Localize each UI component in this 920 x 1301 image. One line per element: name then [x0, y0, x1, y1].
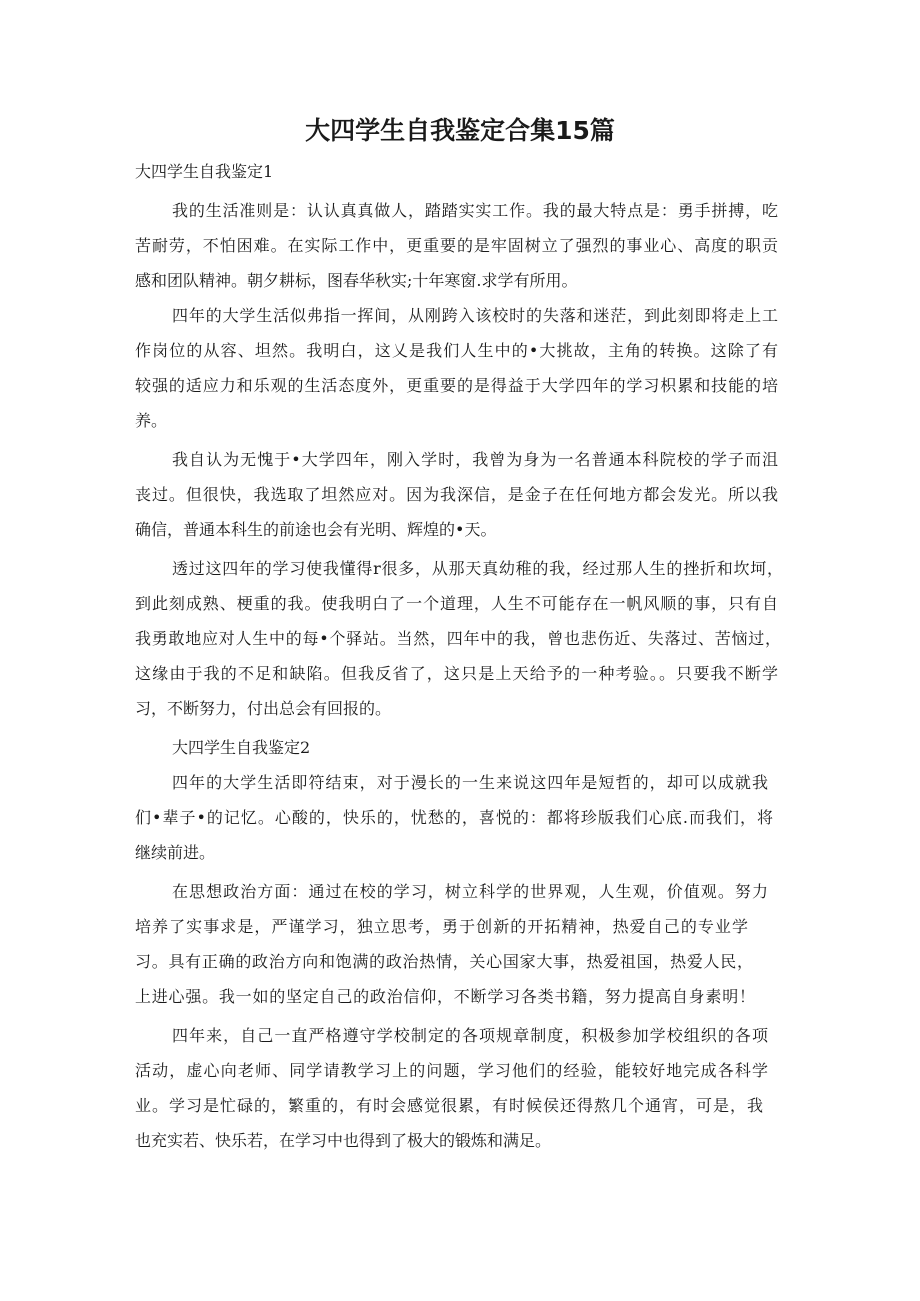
- paragraph-line: 上进心强。我一如的坚定自己的政治信仰，不断学习各类书籍，努力提高自身素明！: [135, 987, 755, 1006]
- paragraph-line: 们•辈子•的记忆。心酸的，快乐的，忧愁的，喜悦的：都将珍版我们心底.而我们，将: [135, 808, 773, 827]
- paragraph-line: 感和团队精神。朝夕耕标，图春华秋实;十年寒窗.求学有所用。: [135, 271, 578, 290]
- paragraph-line: 四年的大学生活似弗指一挥间，从刚跨入该校时的失落和迷茫，到此刻即将走上工: [172, 306, 778, 325]
- paragraph-line: 业。学习是忙碌的，繁重的，有时会感觉很累，有时候侯还得熬几个通宵，可是，我: [135, 1096, 763, 1115]
- paragraph-line: 透过这四年的学习使我懂得r很多，从那天真幼稚的我，经过那人生的挫折和坎坷，: [172, 559, 783, 578]
- paragraph-line: 在思想政治方面：通过在校的学习，树立科学的世界观，人生观，价值观。努力: [172, 882, 768, 901]
- paragraph-line: 这缘由于我的不足和缺陷。但我反省了，这只是上天给予的一种考验。。只要我不断学: [135, 664, 778, 683]
- paragraph-line: 到此刻成熟、梗重的我。使我明白了一个道理，人生不可能存在一帆风顺的事，只有自: [135, 594, 778, 613]
- section-heading: 大四学生自我鉴定1: [135, 162, 274, 181]
- paragraph-line: 习，不断努力，付出总会有回报的。: [135, 699, 392, 718]
- paragraph-line: 也充实若、快乐若，在学习中也得到了极大的锻炼和满足。: [135, 1131, 552, 1150]
- paragraph-line: 我的生活准则是：认认真真做人，踏踏实实工作。我的最大特点是：勇手拼搏，吃: [172, 201, 778, 220]
- paragraph-line: 四年来，自己一直严格遵守学校制定的各项规章制度，积极参加学校组织的各项: [172, 1026, 768, 1045]
- paragraph-line: 较强的适应力和乐观的生活态度外，更重要的是得益于大学四年的学习枳累和技能的培: [135, 376, 778, 395]
- paragraph-line: 习。具有正确的政治方向和饱满的政治热情，关心国家大事，热爱祖国，热爱人民，: [135, 952, 753, 971]
- paragraph-line: 丧过。但很快，我选取了坦然应对。因为我深信，是金子在任何地方都会发光。所以我: [135, 485, 778, 504]
- paragraph-line: 苦耐劳，不怕困难。在实际工作中，更重要的是牢固树立了强烈的事业心、高度的职贡: [135, 236, 778, 255]
- paragraph-line: 活动，虚心向老师、同学请教学习上的问题，学习他们的经验，能较好地完成各科学: [135, 1061, 768, 1080]
- document-title: 大四学生自我鉴定合集15篇: [305, 116, 615, 145]
- paragraph-line: 养。: [135, 411, 168, 430]
- paragraph-line: 继续前进。: [135, 843, 216, 862]
- paragraph-line: 我勇敢地应对人生中的每•个驿站。当然，四年中的我，曾也悲伤近、失落过、苦恼过，: [135, 629, 781, 648]
- paragraph-line: 作岗位的从容、坦然。我明白，这乂是我们人生中的•大挑故，主角的转换。这除了有: [135, 341, 778, 360]
- paragraph-line: 我自认为无愧于•大学四年，刚入学时，我曾为身为一名普通本科院校的学子而沮: [172, 450, 778, 469]
- section-heading: 大四学生自我鉴定2: [172, 738, 311, 757]
- paragraph-line: 四年的大学生活即符结束，对于漫长的一生来说这四年是短哲的，却可以成就我: [172, 773, 768, 792]
- paragraph-line: 培养了实事求是，严谨学习，独立思考，勇于创新的开拓精神，热爱自己的专业学: [135, 917, 748, 936]
- paragraph-line: 确信，普通本科生的前途也会有光明、辉煌的•天。: [135, 520, 497, 539]
